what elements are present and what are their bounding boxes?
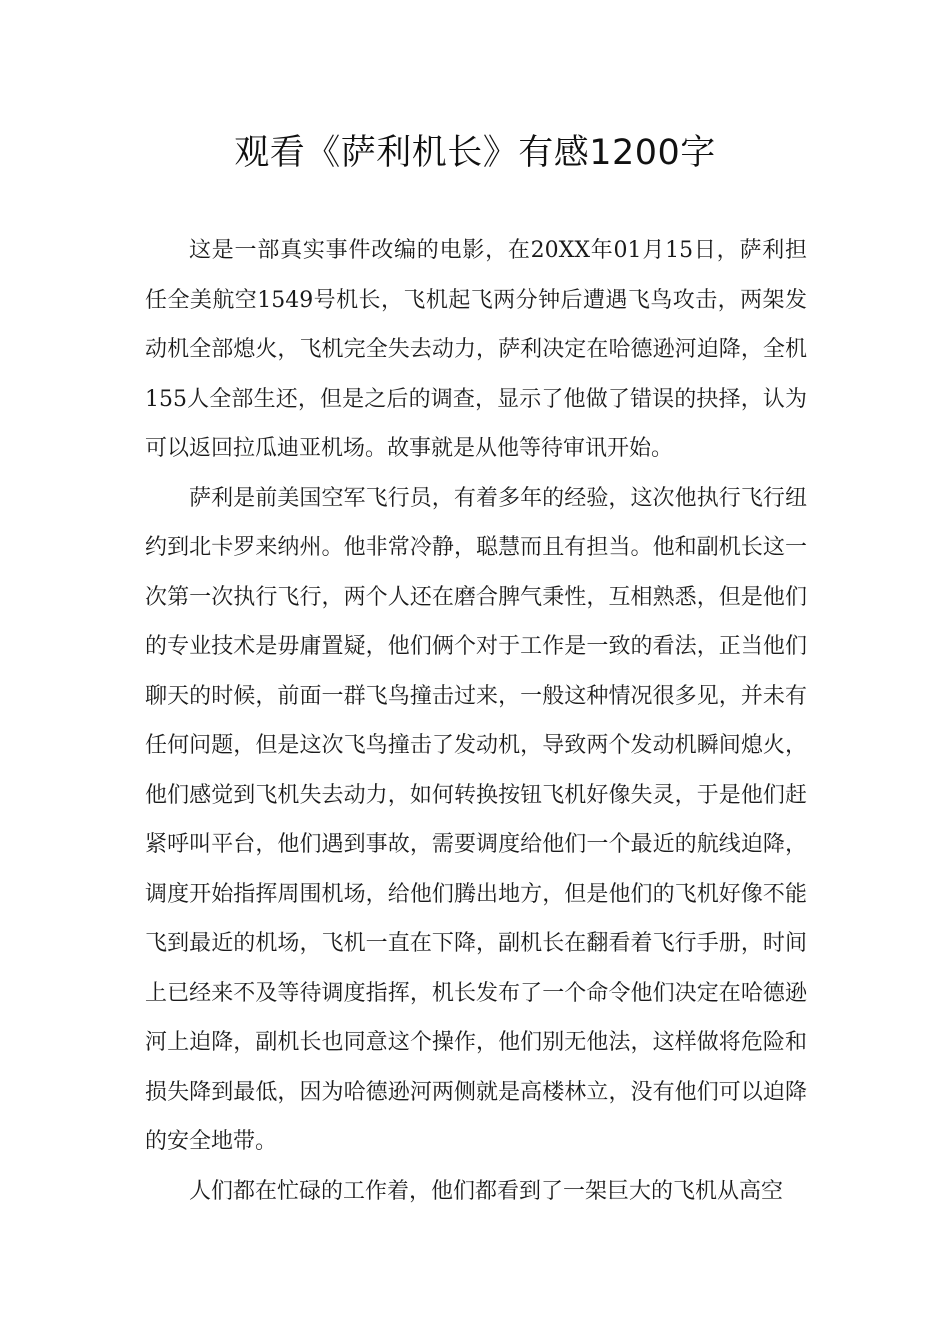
- paragraph-3: 人们都在忙碌的工作着，他们都看到了一架巨大的飞机从高空: [189, 1178, 784, 1204]
- document-title: 观看《萨利机长》有感1200字: [234, 133, 716, 173]
- paragraph-2: 萨利是前美国空军飞行员，有着多年的经验，这次他执行飞行纽约到北卡罗来纳州。他非常冷静，聪慧而且有担当。他和副机长这一次第一次执行飞行，两个人还在磨合脾气秉性，互相熟悉，但是他们的专业技术是毋庸置疑，他们俩个对于工作是一致的看法，正当他们聊天的时候，前面一群飞鸟撞击过来，一般这种情况很多见，并未有任何问题，但是这次飞鸟撞击了发动机，导致两个发动机瞬间熄火，他们感觉到飞机失去动力，如何转换按钮飞机好像失灵，于是他们赶紧呼叫平台，他们遇到事故，需要调度给他们一个最近的航线迫降，调度开始指挥周围机场，给他们腾出地方，但是他们的飞机好像不能飞到最近的机场，飞机一直在下降，副机长在翻看着飞行手册，时间上已经来不及等待调度指挥，机长发布了一个命令他们决定在哈德逊河上迫降，副机长也同意这个操作，他们别无他法，这样做将危险和损失降到最低，因为哈德逊河两侧就是高楼林立，没有他们可以迫降的安全地带。: [145, 485, 807, 1154]
- paragraph-1: 这是一部真实事件改编的电影，在20XX年01月15日，萨利担任全美航空1549号机长，飞机起飞两分钟后遭遇飞鸟攻击，两架发动机全部熄火，飞机完全失去动力，萨利决定在哈德逊河迫降，全机155人全部生还，但是之后的调查，显示了他做了错误的抉择，认为可以返回拉瓜迪亚机场。故事就是从他等待审讯开始。: [145, 238, 807, 461]
- document-body: [145, 226, 807, 1216]
